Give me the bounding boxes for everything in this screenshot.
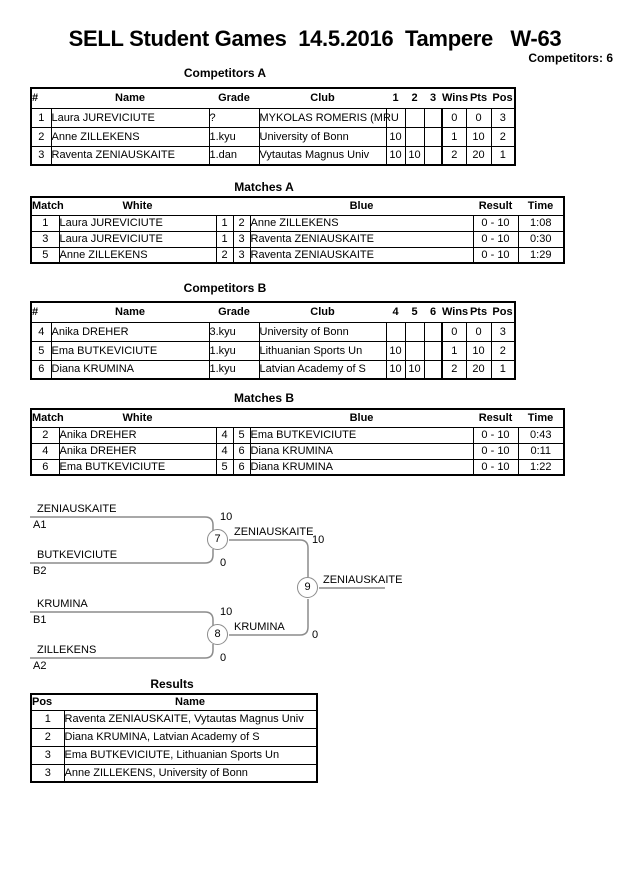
match-row [31,231,564,247]
match-8-circle: 8 [207,624,228,645]
header-name: Name [115,306,145,319]
match-row [31,459,564,475]
header-round-2: 2 [411,92,418,105]
competitor-row [31,127,515,146]
bracket-sf1-bottom-score: 0 [220,557,227,569]
table-header-row [31,197,564,215]
pts-cell: 0 [466,322,491,341]
competitor-number-cell: 6 [31,360,51,379]
match-row [31,247,564,263]
match-7-circle: 7 [207,529,228,550]
blue-name-cell: Raventa ZENIAUSKAITE [250,231,473,247]
result-row [31,728,317,746]
match-number-cell: 1 [31,215,59,231]
white-number-cell: 4 [216,427,233,443]
result-cell: 0 - 10 [473,427,518,443]
result-cell: 0 - 10 [473,443,518,459]
match-9-circle: 9 [297,577,318,598]
header-grade: Grade [218,92,250,105]
result-cell: 0 - 10 [473,215,518,231]
result-cell: 0 - 10 [473,247,518,263]
white-name-cell: Anne ZILLEKENS [59,247,216,263]
header-round-4: 4 [392,306,399,319]
pos-cell: 3 [31,764,64,782]
white-name-cell: Anika DREHER [59,427,216,443]
name-cell: Anne ZILLEKENS [51,127,209,146]
round-2-cell [405,127,424,146]
pos-cell: 2 [491,127,515,146]
round-2-cell [405,108,424,127]
blue-name-cell: Diana KRUMINA [250,443,473,459]
round-3-cell [424,146,442,165]
blue-name-cell: Ema BUTKEVICIUTE [250,427,473,443]
blue-number-cell: 3 [233,231,250,247]
header-pos: Pos [492,306,513,319]
competitors-a-table [30,87,516,166]
competitor-row [31,146,515,165]
round-1-cell: 10 [386,127,405,146]
header-number: # [32,92,39,105]
header-round-5: 5 [411,306,418,319]
header-wins: Wins [442,306,469,319]
bracket-sf2-top-name: KRUMINA [37,598,88,610]
time-cell: 0:43 [518,427,564,443]
bracket-sf2-winner-score: 0 [312,629,319,641]
header-round-3: 3 [429,92,437,105]
header-club: Club [310,92,335,105]
result-name-cell: Anne ZILLEKENS, University of Bonn [64,764,317,782]
blue-number-cell: 5 [233,427,250,443]
pts-cell: 10 [466,127,491,146]
competitor-row [31,108,515,127]
round-6-cell [424,341,442,360]
header-blue: Blue [349,412,374,425]
round-1-cell: 10 [386,146,405,165]
round-5-cell [405,322,424,341]
competitor-number-cell: 1 [31,108,51,127]
wins-cell: 0 [442,322,466,341]
club-cell: University of Bonn [259,322,386,341]
name-cell: Ema BUTKEVICIUTE [51,341,209,360]
bracket-sf2-bottom-seed: A2 [33,660,47,672]
bracket-sf1-winner-score: 10 [312,534,325,546]
time-cell: 1:22 [518,459,564,475]
pts-cell: 20 [466,360,491,379]
competitor-number-cell: 4 [31,322,51,341]
result-name-cell: Diana KRUMINA, Latvian Academy of S [64,728,317,746]
table-header-row [31,409,564,427]
bracket-sf2-top-seed: B1 [33,614,47,626]
time-cell: 0:30 [518,231,564,247]
header-name: Name [175,696,205,709]
wins-cell: 0 [442,108,466,127]
club-cell: University of Bonn [259,127,386,146]
grade-cell: 3.kyu [209,322,259,341]
matches-b-table [30,408,565,476]
bracket-sf2-top-score: 10 [220,606,233,618]
wins-cell: 1 [442,127,466,146]
header-time: Time [527,200,554,213]
match-row [31,443,564,459]
time-cell: 1:08 [518,215,564,231]
white-number-cell: 4 [216,443,233,459]
round-4-cell: 10 [386,341,405,360]
header-pts: Pts [469,92,488,105]
header-round-6: 6 [429,306,437,319]
competitors-count: Competitors: 6 [528,51,613,65]
round-6-cell [424,322,442,341]
bracket-sf1-top-score: 10 [220,511,233,523]
bracket-sf2-bottom-score: 0 [220,652,227,664]
header-grade: Grade [218,306,250,319]
bracket-sf2-winner-name: KRUMINA [234,621,285,633]
club-cell: Lithuanian Sports Un [259,341,386,360]
table-header-row [31,694,317,710]
pos-cell: 1 [31,710,64,728]
header-pts: Pts [469,306,488,319]
pos-cell: 1 [491,146,515,165]
bracket-sf2-bottom-name: ZILLEKENS [37,644,97,656]
competitor-number-cell: 2 [31,127,51,146]
round-5-cell [405,341,424,360]
wins-cell: 1 [442,341,466,360]
result-cell: 0 - 10 [473,231,518,247]
pos-cell: 2 [31,728,64,746]
white-name-cell: Laura JUREVICIUTE [59,215,216,231]
competitor-row [31,341,515,360]
round-5-cell: 10 [405,360,424,379]
match-number-cell: 6 [31,459,59,475]
competitors-a-heading: Competitors A [183,66,267,80]
pos-cell: 3 [491,108,515,127]
header-spacer [216,197,233,215]
blue-number-cell: 2 [233,215,250,231]
name-cell: Anika DREHER [51,322,209,341]
header-spacer [233,409,250,427]
header-match: Match [32,412,64,425]
blue-name-cell: Anne ZILLEKENS [250,215,473,231]
round-3-cell [424,108,442,127]
pos-cell: 1 [491,360,515,379]
header-time: Time [527,412,554,425]
bracket-final-winner-name: ZENIAUSKAITE [323,574,403,586]
white-number-cell: 2 [216,247,233,263]
bracket-sf1-winner-name: ZENIAUSKAITE [234,526,314,538]
header-match: Match [32,200,64,213]
club-cell: Latvian Academy of S [259,360,386,379]
header-spacer [216,409,233,427]
bracket-sf1-bottom-name: BUTKEVICIUTE [37,549,118,561]
club-cell: MYKOLAS ROMERIS (MRU [259,108,386,127]
matches-a-heading: Matches A [234,180,294,194]
header-name: Name [115,92,145,105]
round-3-cell [424,127,442,146]
white-name-cell: Laura JUREVICIUTE [59,231,216,247]
bracket-line-sf1-winner [229,540,308,577]
header-number: # [32,306,39,319]
grade-cell: ? [209,108,259,127]
wins-cell: 2 [442,360,466,379]
result-name-cell: Ema BUTKEVICIUTE, Lithuanian Sports Un [64,746,317,764]
white-number-cell: 1 [216,231,233,247]
matches-a-table [30,196,565,264]
matches-b-heading: Matches B [233,391,295,405]
club-cell: Vytautas Magnus Univ [259,146,386,165]
results-heading: Results [150,677,194,691]
header-white: White [122,200,153,213]
bracket-sf1-bottom-seed: B2 [33,565,47,577]
blue-number-cell: 3 [233,247,250,263]
time-cell: 1:29 [518,247,564,263]
wins-cell: 2 [442,146,466,165]
page-title: SELL Student Games 14.5.2016 Tampere W-63 [68,26,562,51]
round-6-cell [424,360,442,379]
header-pos: Pos [492,92,513,105]
bracket-sf1-top-name: ZENIAUSKAITE [37,503,117,515]
name-cell: Raventa ZENIAUSKAITE [51,146,209,165]
result-row [31,710,317,728]
match-row [31,215,564,231]
grade-cell: 1.kyu [209,127,259,146]
name-cell: Laura JUREVICIUTE [51,108,209,127]
blue-number-cell: 6 [233,459,250,475]
bracket-line-sf1-top [30,517,213,531]
match-number-cell: 2 [31,427,59,443]
white-number-cell: 1 [216,215,233,231]
name-cell: Diana KRUMINA [51,360,209,379]
header-spacer [233,197,250,215]
round-2-cell: 10 [405,146,424,165]
competitor-number-cell: 3 [31,146,51,165]
header-wins: Wins [442,92,469,105]
result-name-cell: Raventa ZENIAUSKAITE, Vytautas Magnus Univ [64,710,317,728]
blue-number-cell: 6 [233,443,250,459]
table-header-row [31,88,515,108]
competitors-b-heading: Competitors B [183,281,267,295]
result-cell: 0 - 10 [473,459,518,475]
result-row [31,746,317,764]
header-blue: Blue [349,200,374,213]
bracket-line-sf2-top [30,612,213,626]
grade-cell: 1.kyu [209,360,259,379]
match-row [31,427,564,443]
round-4-cell: 10 [386,360,405,379]
blue-name-cell: Raventa ZENIAUSKAITE [250,247,473,263]
competitors-b-table [30,301,516,380]
header-pos: Pos [32,696,53,709]
competitor-row [31,360,515,379]
bracket-sf1-top-seed: A1 [33,519,47,531]
header-club: Club [310,306,335,319]
round-4-cell [386,322,405,341]
match-number-cell: 5 [31,247,59,263]
match-number-cell: 4 [31,443,59,459]
pos-cell: 3 [491,322,515,341]
match-number-cell: 3 [31,231,59,247]
white-name-cell: Anika DREHER [59,443,216,459]
pts-cell: 20 [466,146,491,165]
result-row [31,764,317,782]
results-table [30,693,318,783]
white-name-cell: Ema BUTKEVICIUTE [59,459,216,475]
competitor-row [31,322,515,341]
pts-cell: 10 [466,341,491,360]
grade-cell: 1.kyu [209,341,259,360]
header-result: Result [478,200,513,213]
time-cell: 0:11 [518,443,564,459]
header-round-1: 1 [392,92,399,105]
white-number-cell: 5 [216,459,233,475]
header-result: Result [478,412,513,425]
header-white: White [122,412,153,425]
pos-cell: 2 [491,341,515,360]
grade-cell: 1.dan [209,146,259,165]
table-header-row [31,302,515,322]
competitor-number-cell: 5 [31,341,51,360]
pts-cell: 0 [466,108,491,127]
pos-cell: 3 [31,746,64,764]
blue-name-cell: Diana KRUMINA [250,459,473,475]
